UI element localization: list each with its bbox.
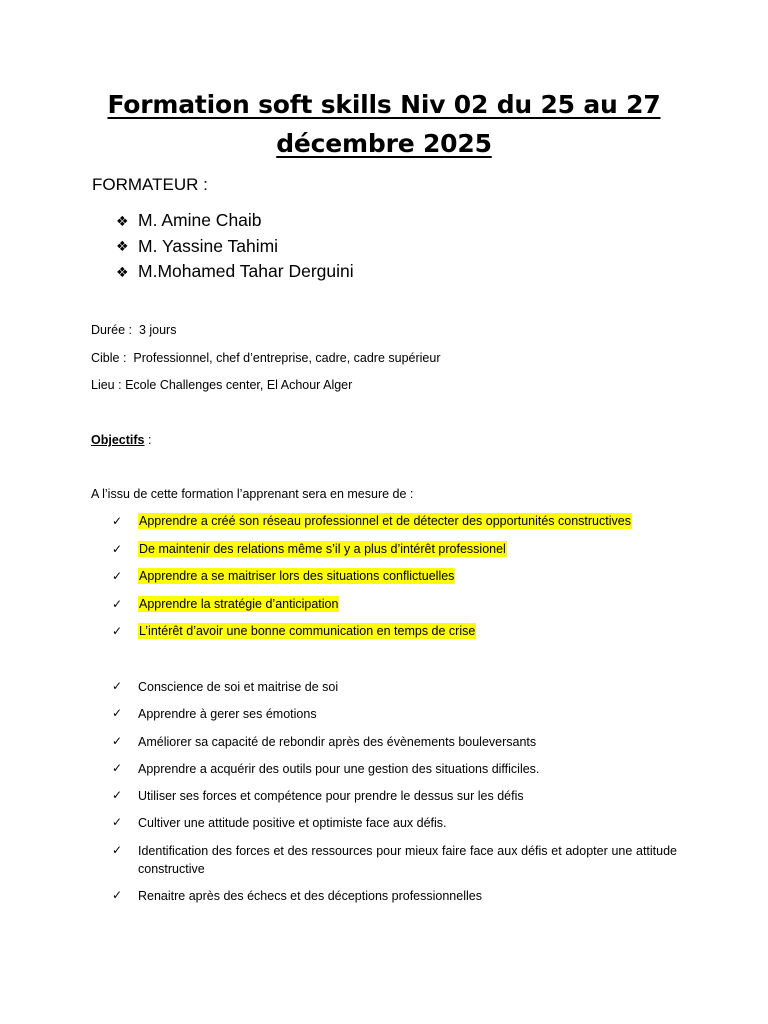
checkmark-icon: ✓	[112, 888, 123, 903]
goal-text: Apprendre a créé son réseau professionnel et de détecter des opportunités constructives	[139, 514, 631, 528]
target-value: Professionnel, chef d’entreprise, cadre, cadre supérieur	[133, 351, 441, 365]
checkmark-icon: ✓	[112, 679, 123, 693]
checkmark-icon: ✓	[112, 596, 123, 611]
trainer-item	[116, 208, 354, 234]
skill-item	[112, 705, 677, 723]
duration-value: 3 jours	[138, 323, 177, 337]
goal-text: L’intérêt d’avoir une bonne communication en temps de crise	[139, 624, 476, 638]
skill-text: Cultiver une attitude positive et optimiste face aux défis.	[138, 816, 447, 831]
trainer-item	[116, 234, 354, 260]
goal-item	[112, 623, 677, 651]
duration-line	[91, 322, 176, 338]
skills-list	[112, 678, 677, 914]
location-label: Lieu :	[91, 378, 122, 392]
goal-item	[112, 568, 677, 596]
skill-item	[112, 787, 677, 805]
goal-text: Apprendre la stratégie d’anticipation	[139, 596, 339, 611]
document-title-line-1: Formation soft skills Niv 02 du 25 au 27	[107, 90, 661, 119]
checkmark-icon: ✓	[112, 706, 123, 721]
checkmark-icon: ✓	[112, 541, 123, 556]
document-title-line-2: décembre 2025	[276, 129, 492, 158]
goal-text: Apprendre a se maitriser lors des situations conflictuelles	[139, 569, 455, 583]
trainer-name: M. Yassine Tahimi	[138, 235, 279, 256]
highlighted-goals-list	[112, 513, 677, 651]
skill-text: Renaitre après des échecs et des déceptions professionnelles	[138, 889, 482, 904]
target-line	[91, 350, 441, 366]
duration-label: Durée :	[91, 323, 132, 337]
trainer-item	[116, 259, 354, 285]
skill-item	[112, 733, 677, 751]
formateur-heading: FORMATEUR :	[92, 175, 208, 194]
checkmark-icon: ✓	[112, 760, 123, 775]
skill-item	[112, 887, 677, 905]
checkmark-icon: ✓	[112, 514, 123, 528]
skill-text: Utiliser ses forces et compétence pour prendre le dessus sur les défis	[138, 789, 524, 804]
skill-text: Apprendre à gerer ses émotions	[138, 707, 317, 722]
skill-text: Améliorer sa capacité de rebondir après des évènements bouleversants	[138, 734, 537, 749]
checkmark-icon: ✓	[112, 733, 123, 748]
trainer-name: M. Amine Chaib	[138, 210, 262, 231]
target-label: Cible :	[91, 351, 127, 365]
skill-item	[112, 678, 677, 696]
checkmark-icon: ✓	[112, 624, 123, 638]
diamond-bullet-icon: ❖	[116, 212, 129, 229]
checkmark-icon: ✓	[112, 569, 123, 583]
skill-text: Apprendre a acquérir des outils pour une gestion des situations difficiles.	[138, 761, 540, 776]
goal-item	[112, 541, 677, 569]
location-value: Ecole Challenges center, El Achour Alger	[125, 378, 353, 392]
goal-item	[112, 513, 677, 541]
skill-item	[112, 842, 677, 878]
goal-item	[112, 596, 677, 624]
trainer-list	[116, 208, 354, 285]
checkmark-icon: ✓	[112, 815, 123, 830]
skill-text: Conscience de soi et maitrise de soi	[138, 680, 339, 694]
skill-item	[112, 814, 677, 832]
objectives-heading	[91, 432, 151, 448]
skill-item	[112, 760, 677, 778]
objectives-intro: A l’issu de cette formation l’apprenant sera en mesure de :	[91, 487, 414, 501]
trainer-name: M.Mohamed Tahar Derguini	[138, 261, 354, 282]
location-line	[91, 377, 352, 393]
diamond-bullet-icon: ❖	[116, 263, 129, 280]
objectives-label: Objectifs	[91, 433, 145, 447]
objectives-colon: :	[144, 433, 152, 447]
checkmark-icon: ✓	[112, 842, 123, 857]
goal-text: De maintenir des relations même s’il y a plus d’intérêt professionel	[139, 541, 506, 556]
checkmark-icon: ✓	[112, 788, 123, 803]
skill-text: Identification des forces et des ressources pour mieux faire face aux défis et adopter une attitude constructive	[138, 843, 677, 876]
diamond-bullet-icon: ❖	[116, 238, 129, 255]
